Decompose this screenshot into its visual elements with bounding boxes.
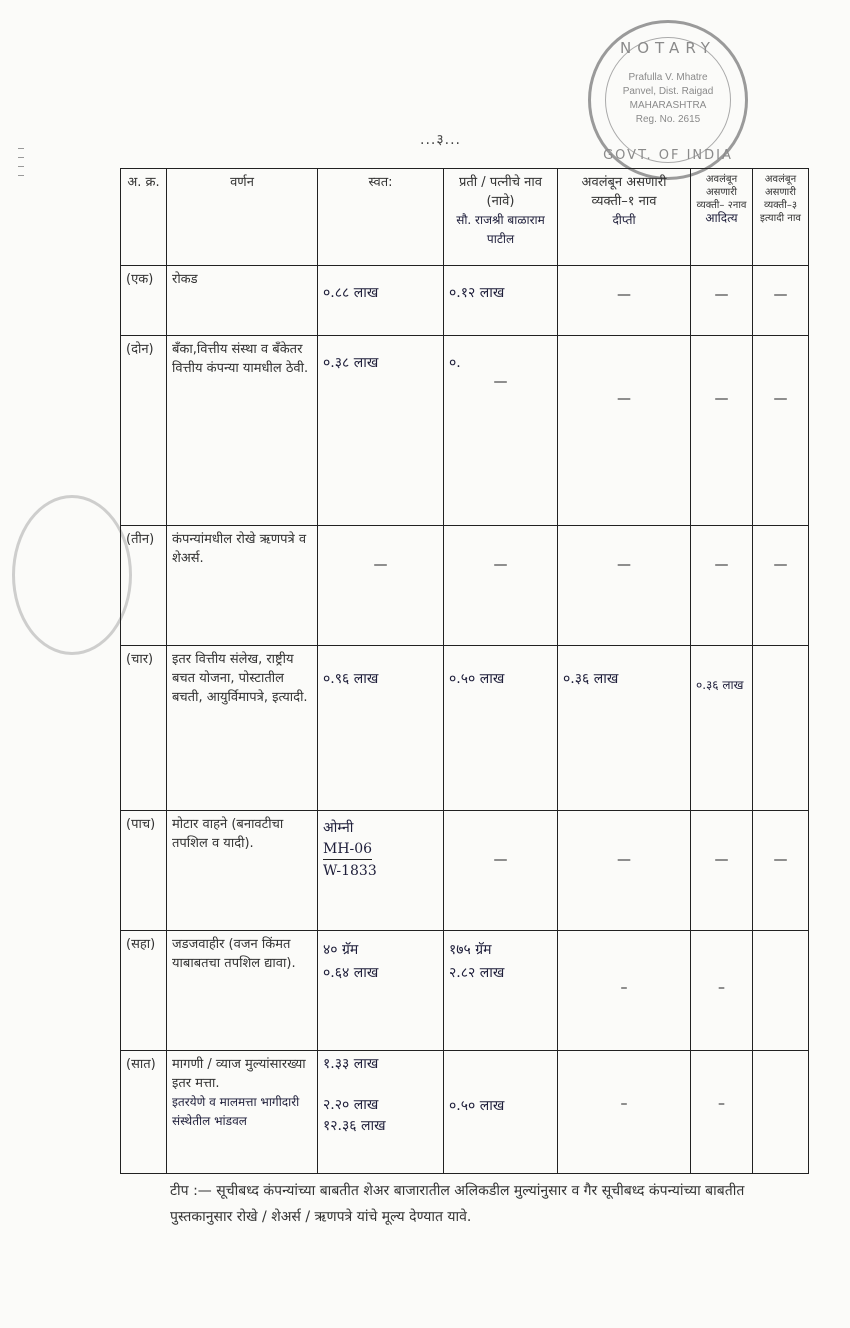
self-value: ०.९६ लाख (323, 671, 379, 687)
dep1-value: ०.३६ लाख (563, 671, 619, 687)
stamp-lines (621, 71, 715, 127)
row-description: रोकड (167, 266, 318, 336)
header-serial: अ. क्र. (121, 169, 167, 266)
row-serial: (पाच) (121, 811, 167, 931)
row-dep2 (691, 811, 753, 931)
dep1-value: – (620, 980, 628, 996)
dep2-value: — (714, 852, 729, 868)
table-row (121, 931, 809, 1051)
margin-marks (18, 140, 34, 200)
stamp-line1: Prafulla V. Mhatre (628, 72, 708, 83)
stamp-line2: Panvel, Dist. Raigad (622, 86, 714, 97)
row-description: कंपन्यांमधील रोखे ऋणपत्रे व शेअर्स. (167, 526, 318, 646)
row-self (318, 336, 444, 526)
vehicle-reg-2: W-1833 (323, 863, 377, 879)
row-dep3 (753, 646, 809, 811)
row-dep1 (558, 336, 691, 526)
page-number: ...३... (420, 132, 461, 148)
table-row (121, 646, 809, 811)
row-dep1 (558, 266, 691, 336)
row-description: बँका,वित्तीय संस्था व बँकेतर वित्तीय कंपन्या यामधील ठेवी. (167, 336, 318, 526)
dependent1-name: दीप्ती (612, 213, 636, 227)
row-dep1 (558, 1051, 691, 1174)
header-dependent3: अवलंबून असणारी व्यक्ती–३ इत्यादी नाव (753, 169, 809, 266)
row-description-handwritten: इतरयेणे व मालमत्ता भागीदारी संस्थेतील भांडवल (172, 1095, 300, 1128)
dependent2-name: आदित्य (705, 211, 738, 225)
row-serial: (सात) (121, 1051, 167, 1174)
header-self: स्वत: (318, 169, 444, 266)
row-description: जडजवाहीर (वजन किंमत याबाबतचा तपशिल द्यावा). (167, 931, 318, 1051)
row-self (318, 1051, 444, 1174)
row-dep3 (753, 336, 809, 526)
table-row (121, 526, 809, 646)
row-spouse (444, 336, 558, 526)
dep1-value: — (617, 287, 631, 303)
row-serial: (सहा) (121, 931, 167, 1051)
dep3-value: — (773, 557, 788, 573)
spouse-value: ०.५० लाख (449, 1098, 505, 1114)
row-dep1 (558, 526, 691, 646)
row-dep1 (558, 931, 691, 1051)
claims-value-1: १.३३ लाख (323, 1056, 379, 1072)
self-value: ०.३८ लाख (323, 355, 379, 371)
row-serial: (चार) (121, 646, 167, 811)
footnote: टीप :— सूचीबध्द कंपन्यांच्या बाबतीत शेअर बाजारातील अलिकडील मुल्यांनुसार व गैर सूचीबध्द कंपन्यांच्या बाबतीत पुस्तकानुसार रोखे / शेअर्स / ऋणपत्रे यांचे मूल्य देण्यात यावे. (170, 1183, 745, 1225)
row-spouse (444, 646, 558, 811)
row-serial: (दोन) (121, 336, 167, 526)
dep3-value: — (773, 852, 788, 868)
dep1-value: — (617, 852, 631, 868)
dep2-value: — (714, 287, 729, 303)
row-dep1 (558, 646, 691, 811)
row-description: इतर वित्तीय संलेख, राष्ट्रीय बचत योजना, पोस्टातील बचती, आयुर्विमापत्रे, इत्यादी. (167, 646, 318, 811)
row-serial: (एक) (121, 266, 167, 336)
row-dep2 (691, 931, 753, 1051)
dep2-value: – (718, 1096, 725, 1112)
faint-stamp-left (12, 495, 132, 655)
table-row (121, 336, 809, 526)
claims-value-2: २.२० लाख (323, 1097, 379, 1113)
self-value: ०.८८ लाख (323, 285, 379, 301)
spouse-value: — (493, 557, 508, 573)
jewel-value: ०.६४ लाख (323, 965, 379, 981)
row-spouse (444, 266, 558, 336)
row-description: मोटार वाहने (बनावटीचा तपशिल व यादी). (167, 811, 318, 931)
spouse-name: सौ. राजश्री बाळाराम पाटील (456, 213, 545, 246)
dep1-value: — (617, 391, 631, 407)
row-serial: (तीन) (121, 526, 167, 646)
jewel-weight: ४० ग्रॅम (323, 942, 359, 958)
table-header-row (121, 169, 809, 266)
dep1-value: — (617, 557, 631, 573)
vehicle-reg-1: MH-06 (323, 840, 372, 860)
dep2-value: – (718, 980, 725, 996)
row-spouse (444, 811, 558, 931)
row-spouse (444, 526, 558, 646)
dep1-value: – (620, 1096, 628, 1112)
header-dependent1 (558, 169, 691, 266)
header-dependent1-label: अवलंबून असणारी व्यक्ती–१ नाव (581, 175, 667, 209)
row-dep3 (753, 526, 809, 646)
row-dep3 (753, 931, 809, 1051)
row-description (167, 1051, 318, 1174)
row-description-text: मागणी / व्याज मुल्यांसारख्या इतर मत्ता. (172, 1057, 306, 1091)
stamp-ring-top: NOTARY (620, 39, 716, 57)
vehicle-name: ओम्नी (323, 820, 354, 836)
header-dependent2-label: अवलंबून असणारी व्यक्ती– २नाव (696, 174, 747, 211)
self-value: — (373, 557, 388, 573)
row-dep3 (753, 811, 809, 931)
dep3-value: — (773, 391, 788, 407)
row-spouse (444, 1051, 558, 1174)
spouse-value: — (493, 852, 508, 868)
header-spouse-label: प्रती / पत्नीचे नाव (नावे) (459, 175, 542, 209)
table-row (121, 1051, 809, 1174)
row-self (318, 266, 444, 336)
spouse-value: ०.१२ लाख (449, 285, 505, 301)
row-dep2 (691, 1051, 753, 1174)
assets-table (120, 168, 809, 1174)
dep2-value: ०.३६ लाख (696, 678, 744, 692)
row-self (318, 811, 444, 931)
dep2-value: — (714, 557, 729, 573)
header-description: वर्णन (167, 169, 318, 266)
table-row (121, 811, 809, 931)
row-self (318, 646, 444, 811)
row-self (318, 931, 444, 1051)
spouse-jewel-weight: १७५ ग्रॅम (449, 942, 492, 958)
stamp-line3: MAHARASHTRA (629, 100, 707, 111)
row-dep3 (753, 1051, 809, 1174)
spouse-extra: — (493, 374, 508, 390)
row-dep2 (691, 266, 753, 336)
dep3-value: — (773, 287, 788, 303)
row-spouse (444, 931, 558, 1051)
row-self (318, 526, 444, 646)
header-dependent2 (691, 169, 753, 266)
row-dep2 (691, 646, 753, 811)
table-row (121, 266, 809, 336)
stamp-ring-bottom: GOVT. OF INDIA (603, 148, 733, 163)
header-spouse (444, 169, 558, 266)
row-dep2 (691, 336, 753, 526)
row-dep1 (558, 811, 691, 931)
dep2-value: — (714, 391, 729, 407)
spouse-value: ०. (449, 355, 461, 371)
claims-value-3: १२.३६ लाख (323, 1118, 386, 1134)
row-dep3 (753, 266, 809, 336)
spouse-jewel-value: २.८२ लाख (449, 965, 505, 981)
spouse-value: ०.५० लाख (449, 671, 505, 687)
notary-stamp (588, 20, 748, 180)
stamp-line4: Reg. No. 2615 (635, 114, 701, 125)
row-dep2 (691, 526, 753, 646)
